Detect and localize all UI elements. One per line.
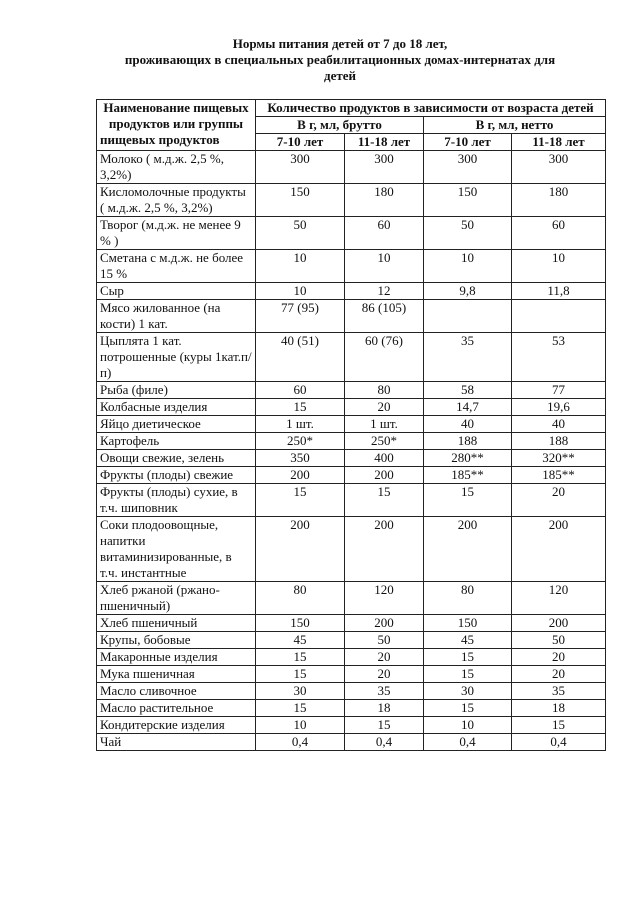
netto-11-18-cell: 18: [512, 700, 606, 717]
header-brutto-7-10: 7-10 лет: [256, 134, 345, 151]
table-row: [97, 582, 606, 615]
netto-11-18-cell: 19,6: [512, 399, 606, 416]
brutto-7-10-cell: 15: [256, 649, 345, 666]
netto-7-10-cell: 300: [424, 151, 512, 184]
header-netto-7-10: 7-10 лет: [424, 134, 512, 151]
product-name-cell: Масло растительное: [97, 700, 256, 717]
brutto-7-10-cell: 200: [256, 467, 345, 484]
netto-11-18-cell: 120: [512, 582, 606, 615]
table-row: [97, 683, 606, 700]
netto-7-10-cell: 80: [424, 582, 512, 615]
brutto-7-10-cell: 60: [256, 382, 345, 399]
netto-7-10-cell: 150: [424, 615, 512, 632]
brutto-7-10-cell: 10: [256, 283, 345, 300]
brutto-11-18-cell: 12: [345, 283, 424, 300]
product-name-cell: Овощи свежие, зелень: [97, 450, 256, 467]
netto-11-18-cell: 60: [512, 217, 606, 250]
netto-11-18-cell: 20: [512, 666, 606, 683]
product-name-cell: Мясо жилованное (на кости) 1 кат.: [97, 300, 256, 333]
table-row: [97, 151, 606, 184]
table-row: [97, 450, 606, 467]
brutto-11-18-cell: 200: [345, 517, 424, 582]
netto-7-10-cell: 50: [424, 217, 512, 250]
netto-11-18-cell: 180: [512, 184, 606, 217]
product-name-cell: Масло сливочное: [97, 683, 256, 700]
header-brutto-11-18: 11-18 лет: [345, 134, 424, 151]
product-name-cell: Рыба (филе): [97, 382, 256, 399]
table-row: [97, 666, 606, 683]
netto-11-18-cell: 15: [512, 717, 606, 734]
product-name-cell: Сметана с м.д.ж. не более 15 %: [97, 250, 256, 283]
netto-11-18-cell: 10: [512, 250, 606, 283]
brutto-7-10-cell: 50: [256, 217, 345, 250]
product-name-cell: Кисломолочные продукты ( м.д.ж. 2,5 %, 3,2%): [97, 184, 256, 217]
netto-7-10-cell: 150: [424, 184, 512, 217]
brutto-7-10-cell: 10: [256, 717, 345, 734]
netto-11-18-cell: 77: [512, 382, 606, 399]
document-title: [60, 36, 620, 84]
brutto-7-10-cell: 15: [256, 399, 345, 416]
table-row: [97, 433, 606, 450]
product-name-cell: Кондитерские изделия: [97, 717, 256, 734]
netto-7-10-cell: 15: [424, 649, 512, 666]
brutto-7-10-cell: 15: [256, 484, 345, 517]
netto-11-18-cell: 200: [512, 615, 606, 632]
netto-11-18-cell: 320**: [512, 450, 606, 467]
netto-11-18-cell: 200: [512, 517, 606, 582]
brutto-7-10-cell: 30: [256, 683, 345, 700]
netto-7-10-cell: 185**: [424, 467, 512, 484]
brutto-11-18-cell: 15: [345, 484, 424, 517]
brutto-7-10-cell: 10: [256, 250, 345, 283]
table-row: [97, 734, 606, 751]
netto-11-18-cell: 0,4: [512, 734, 606, 751]
netto-11-18-cell: 185**: [512, 467, 606, 484]
table-row: [97, 184, 606, 217]
netto-11-18-cell: 20: [512, 484, 606, 517]
header-netto-11-18: 11-18 лет: [512, 134, 606, 151]
brutto-11-18-cell: 200: [345, 467, 424, 484]
table-row: [97, 649, 606, 666]
brutto-11-18-cell: 400: [345, 450, 424, 467]
netto-7-10-cell: 35: [424, 333, 512, 382]
brutto-11-18-cell: 180: [345, 184, 424, 217]
table-row: [97, 300, 606, 333]
header-product-name: Наименование пищевых продуктов или группы пищевых продуктов: [97, 100, 256, 151]
brutto-11-18-cell: 20: [345, 649, 424, 666]
brutto-7-10-cell: 350: [256, 450, 345, 467]
netto-7-10-cell: 188: [424, 433, 512, 450]
header-netto: В г, мл, нетто: [424, 117, 606, 134]
brutto-11-18-cell: 300: [345, 151, 424, 184]
product-name-cell: Хлеб ржаной (ржано-пшеничный): [97, 582, 256, 615]
brutto-11-18-cell: 250*: [345, 433, 424, 450]
table-row: [97, 416, 606, 433]
product-name-cell: Сыр: [97, 283, 256, 300]
product-name-cell: Яйцо диетическое: [97, 416, 256, 433]
product-name-cell: Хлеб пшеничный: [97, 615, 256, 632]
netto-7-10-cell: 200: [424, 517, 512, 582]
title-line-3: детей: [324, 68, 356, 83]
brutto-7-10-cell: 300: [256, 151, 345, 184]
netto-7-10-cell: 15: [424, 666, 512, 683]
brutto-7-10-cell: 200: [256, 517, 345, 582]
table-row: [97, 333, 606, 382]
netto-11-18-cell: [512, 300, 606, 333]
netto-7-10-cell: [424, 300, 512, 333]
brutto-11-18-cell: 20: [345, 666, 424, 683]
brutto-11-18-cell: 86 (105): [345, 300, 424, 333]
netto-7-10-cell: 0,4: [424, 734, 512, 751]
product-name-cell: Чай: [97, 734, 256, 751]
nutrition-norms-table: [96, 99, 606, 751]
netto-7-10-cell: 40: [424, 416, 512, 433]
brutto-7-10-cell: 15: [256, 666, 345, 683]
brutto-7-10-cell: 150: [256, 615, 345, 632]
brutto-11-18-cell: 20: [345, 399, 424, 416]
table-row: [97, 717, 606, 734]
brutto-11-18-cell: 18: [345, 700, 424, 717]
table-row: [97, 382, 606, 399]
table-row: [97, 632, 606, 649]
table-row: [97, 484, 606, 517]
brutto-7-10-cell: 250*: [256, 433, 345, 450]
netto-7-10-cell: 30: [424, 683, 512, 700]
product-name-cell: Макаронные изделия: [97, 649, 256, 666]
brutto-11-18-cell: 80: [345, 382, 424, 399]
netto-7-10-cell: 15: [424, 484, 512, 517]
product-name-cell: Творог (м.д.ж. не менее 9 % ): [97, 217, 256, 250]
netto-11-18-cell: 40: [512, 416, 606, 433]
brutto-7-10-cell: 15: [256, 700, 345, 717]
product-name-cell: Картофель: [97, 433, 256, 450]
product-name-cell: Фрукты (плоды) свежие: [97, 467, 256, 484]
brutto-7-10-cell: 1 шт.: [256, 416, 345, 433]
header-brutto: В г, мл, брутто: [256, 117, 424, 134]
header-quantity: Количество продуктов в зависимости от возраста детей: [256, 100, 606, 117]
netto-7-10-cell: 15: [424, 700, 512, 717]
table-row: [97, 700, 606, 717]
product-name-cell: Соки плодоовощные, напитки витаминизированные, в т.ч. инстантные: [97, 517, 256, 582]
netto-7-10-cell: 9,8: [424, 283, 512, 300]
product-name-cell: Цыплята 1 кат. потрошенные (куры 1кат.п/п): [97, 333, 256, 382]
netto-11-18-cell: 50: [512, 632, 606, 649]
product-name-cell: Мука пшеничная: [97, 666, 256, 683]
brutto-11-18-cell: 120: [345, 582, 424, 615]
netto-11-18-cell: 35: [512, 683, 606, 700]
title-line-2: проживающих в специальных реабилитационных домах-интернатах для: [124, 52, 556, 67]
product-name-cell: Молоко ( м.д.ж. 2,5 %, 3,2%): [97, 151, 256, 184]
brutto-11-18-cell: 60 (76): [345, 333, 424, 382]
table-row: [97, 217, 606, 250]
table-body: [97, 151, 606, 751]
brutto-11-18-cell: 200: [345, 615, 424, 632]
brutto-11-18-cell: 15: [345, 717, 424, 734]
netto-11-18-cell: 300: [512, 151, 606, 184]
brutto-11-18-cell: 1 шт.: [345, 416, 424, 433]
netto-11-18-cell: 53: [512, 333, 606, 382]
netto-7-10-cell: 280**: [424, 450, 512, 467]
netto-11-18-cell: 20: [512, 649, 606, 666]
brutto-11-18-cell: 35: [345, 683, 424, 700]
product-name-cell: Крупы, бобовые: [97, 632, 256, 649]
netto-7-10-cell: 45: [424, 632, 512, 649]
product-name-cell: Колбасные изделия: [97, 399, 256, 416]
table-row: [97, 517, 606, 582]
brutto-7-10-cell: 45: [256, 632, 345, 649]
netto-7-10-cell: 14,7: [424, 399, 512, 416]
table-row: [97, 250, 606, 283]
netto-7-10-cell: 10: [424, 717, 512, 734]
title-line-1: Нормы питания детей от 7 до 18 лет,: [232, 36, 448, 51]
brutto-11-18-cell: 10: [345, 250, 424, 283]
brutto-11-18-cell: 60: [345, 217, 424, 250]
netto-11-18-cell: 188: [512, 433, 606, 450]
brutto-7-10-cell: 150: [256, 184, 345, 217]
brutto-7-10-cell: 77 (95): [256, 300, 345, 333]
netto-11-18-cell: 11,8: [512, 283, 606, 300]
brutto-7-10-cell: 0,4: [256, 734, 345, 751]
product-name-cell: Фрукты (плоды) сухие, в т.ч. шиповник: [97, 484, 256, 517]
brutto-11-18-cell: 0,4: [345, 734, 424, 751]
table-row: [97, 467, 606, 484]
netto-7-10-cell: 10: [424, 250, 512, 283]
table-row: [97, 615, 606, 632]
brutto-11-18-cell: 50: [345, 632, 424, 649]
table-row: [97, 283, 606, 300]
table-row: [97, 399, 606, 416]
brutto-7-10-cell: 40 (51): [256, 333, 345, 382]
netto-7-10-cell: 58: [424, 382, 512, 399]
brutto-7-10-cell: 80: [256, 582, 345, 615]
